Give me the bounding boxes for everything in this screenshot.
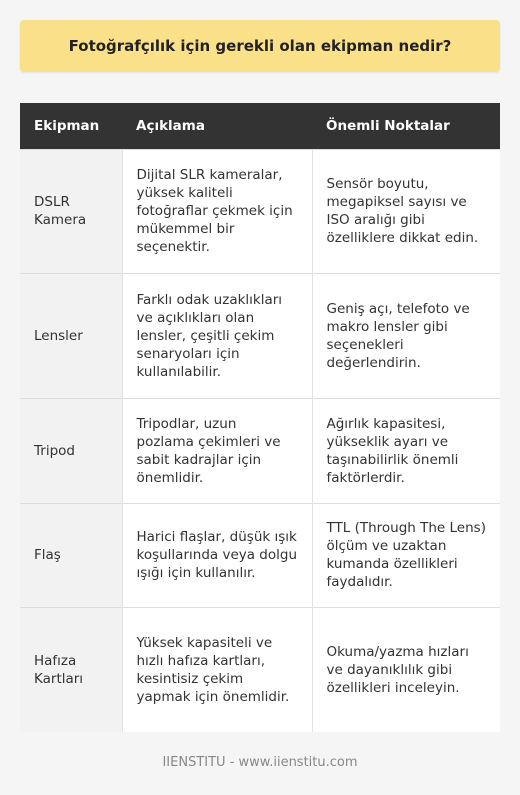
equipment-description: Farklı odak uzaklıkları ve açıklıkları olan lensler, çeşitli çekim senaryoları için kullanılabilir. (122, 273, 312, 398)
equipment-name: Lensler (20, 273, 122, 398)
table-row (20, 273, 500, 398)
table-row (20, 607, 500, 732)
table-row (20, 398, 500, 503)
page-title: Fotoğrafçılık için gerekli olan ekipman nedir? (68, 37, 452, 55)
equipment-name: Hafıza Kartları (20, 607, 122, 732)
equipment-name: Flaş (20, 503, 122, 607)
equipment-notes: Sensör boyutu, megapiksel sayısı ve ISO aralığı gibi özelliklere dikkat edin. (312, 149, 500, 273)
title-banner (20, 20, 500, 72)
column-header-notes: Önemli Noktalar (312, 103, 500, 149)
column-header-equipment: Ekipman (20, 103, 122, 149)
equipment-name: DSLR Kamera (20, 149, 122, 273)
footer-credit: IIENSTITU - www.iienstitu.com (162, 755, 358, 770)
equipment-notes: Geniş açı, telefoto ve makro lensler gibi seçenekleri değerlendirin. (312, 273, 500, 398)
equipment-name: Tripod (20, 398, 122, 503)
column-header-description: Açıklama (122, 103, 312, 149)
equipment-notes: TTL (Through The Lens) ölçüm ve uzaktan kumanda özellikleri faydalıdır. (312, 503, 500, 607)
equipment-table (20, 103, 500, 732)
equipment-description: Dijital SLR kameralar, yüksek kaliteli fotoğraflar çekmek için mükemmel bir seçenektir. (122, 149, 312, 273)
equipment-description: Tripodlar, uzun pozlama çekimleri ve sabit kadrajlar için önemlidir. (122, 398, 312, 503)
table-row (20, 149, 500, 273)
table-row (20, 503, 500, 607)
equipment-notes: Okuma/yazma hızları ve dayanıklılık gibi özellikleri inceleyin. (312, 607, 500, 732)
equipment-description: Yüksek kapasiteli ve hızlı hafıza kartları, kesintisiz çekim yapmak için önemlidir. (122, 607, 312, 732)
table-header-row (20, 103, 500, 149)
equipment-notes: Ağırlık kapasitesi, yükseklik ayarı ve taşınabilirlik önemli faktörlerdir. (312, 398, 500, 503)
equipment-description: Harici flaşlar, düşük ışık koşullarında veya dolgu ışığı için kullanılır. (122, 503, 312, 607)
